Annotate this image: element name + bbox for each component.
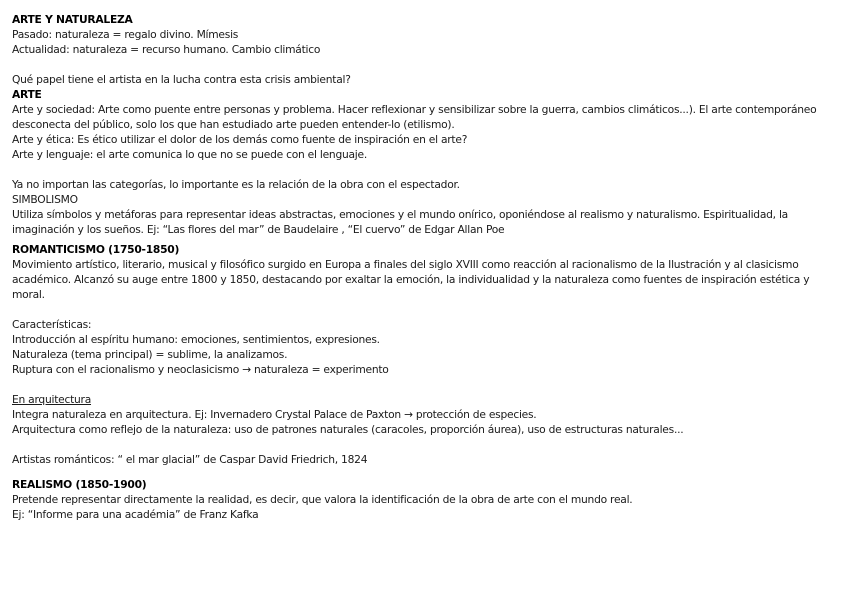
text-line: Introducción al espíritu humano: emociones, sentimientos, expresiones. — [12, 333, 380, 346]
spacer — [12, 467, 824, 477]
section-heading-arte: ARTE — [12, 88, 42, 101]
text-line: Artistas románticos: “ el mar glacial” de Caspar David Friedrich, 1824 — [12, 453, 368, 466]
text-line: Naturaleza (tema principal) = sublime, la analizamos. — [12, 348, 288, 361]
section-heading-arte-naturaleza: ARTE Y NATURALEZA — [12, 13, 133, 26]
text-line: Actualidad: naturaleza = recurso humano. Cambio climático — [12, 43, 321, 56]
blank-line — [12, 57, 824, 72]
blank-line — [12, 437, 824, 452]
blank-line — [12, 377, 824, 392]
section-heading-realismo: REALISMO (1850-1900) — [12, 478, 147, 491]
section-heading-simbolismo: SIMBOLISMO — [12, 193, 78, 206]
text-line: Arte y ética: Es ético utilizar el dolor de los demás como fuente de inspiración en el arte? — [12, 133, 468, 146]
text-paragraph: Movimiento artístico, literario, musical y filosófico surgido en Europa a finales del siglo XVIII como reacción al racionalismo de la Ilustración y al clasicismo académico. Alcanzó su auge entre 1800 y 1850, destacando por exaltar la emoción, la individualidad y la naturaleza como fuentes de inspiración estética y moral. — [12, 258, 810, 301]
text-line: Ej: “Informe para una académia” de Franz Kafka — [12, 508, 259, 521]
blank-line — [12, 302, 824, 317]
text-line: Pasado: naturaleza = regalo divino. Mímesis — [12, 28, 239, 41]
text-line: Arte y lenguaje: el arte comunica lo que no se puede con el lenguaje. — [12, 148, 367, 161]
text-line: Integra naturaleza en arquitectura. Ej: Invernadero Crystal Palace de Paxton → protección de especies. — [12, 408, 537, 421]
subheading-arquitectura: En arquitectura — [12, 393, 92, 406]
subheading-caracteristicas: Características: — [12, 318, 92, 331]
text-line: Pretende representar directamente la realidad, es decir, que valora la identificación de la obra de arte con el mundo real. — [12, 493, 633, 506]
text-paragraph: Arte y sociedad: Arte como puente entre personas y problema. Hacer reflexionar y sensibilizar sobre la guerra, cambios climáticos...). El arte contemporáneo desconecta del público, solo los que han estudiado arte pueden entender-lo (etilismo). — [12, 103, 817, 131]
intro-line: Ya no importan las categorías, lo importante es la relación de la obra con el espectador. — [12, 178, 460, 191]
question-line: Qué papel tiene el artista en la lucha contra esta crisis ambiental? — [12, 73, 351, 86]
text-paragraph: Utiliza símbolos y metáforas para representar ideas abstractas, emociones y el mundo onírico, oponiéndose al realismo y naturalismo. Espiritualidad, la imaginación y los sueños. Ej: “Las flores del mar” de Baudelaire , “El cuervo” de Edgar Allan Poe — [12, 208, 788, 236]
section-heading-romanticismo: ROMANTICISMO (1750-1850) — [12, 243, 180, 256]
text-line: Ruptura con el racionalismo y neoclasicismo → naturaleza = experimento — [12, 363, 389, 376]
text-line: Arquitectura como reflejo de la naturaleza: uso de patrones naturales (caracoles, proporción áurea), uso de estructuras naturales... — [12, 423, 684, 436]
document-page — [12, 12, 824, 522]
blank-line — [12, 162, 824, 177]
